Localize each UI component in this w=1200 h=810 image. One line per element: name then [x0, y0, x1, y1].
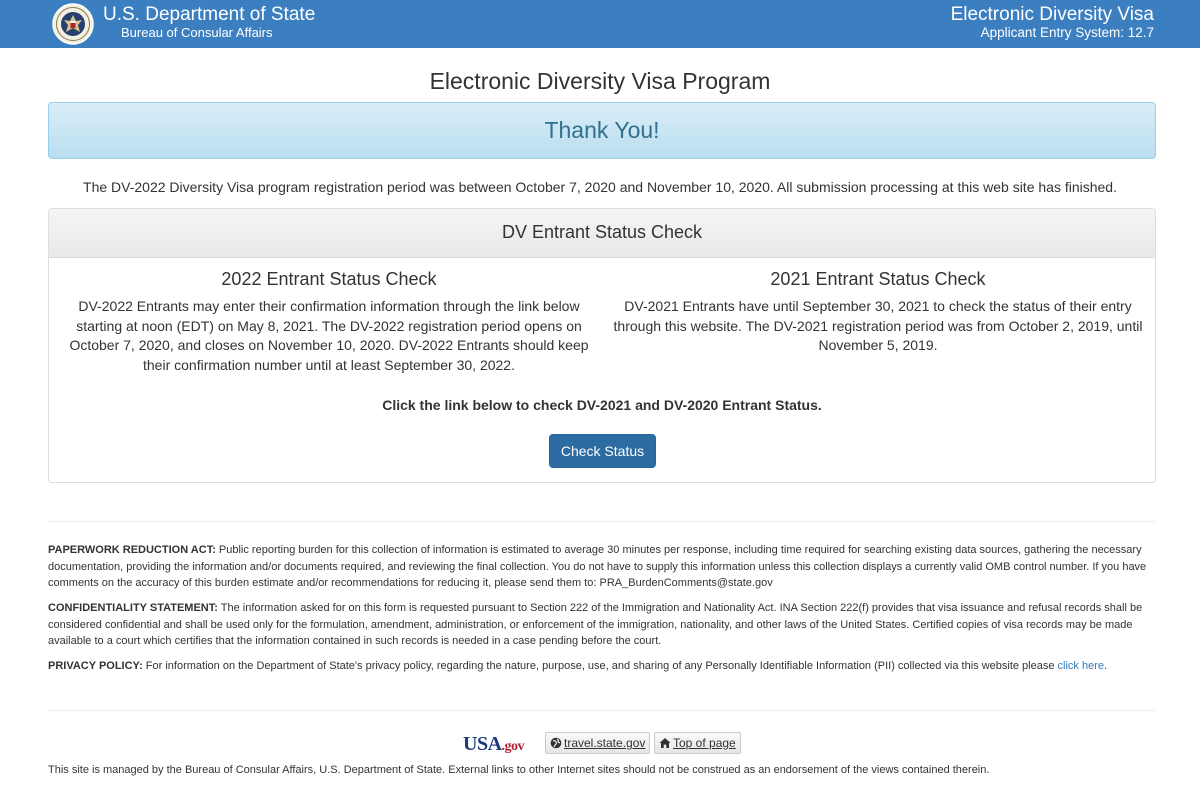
top-link-label: Top of page: [673, 736, 736, 750]
privacy-policy: [48, 658, 1156, 675]
privacy-label: PRIVACY POLICY:: [48, 660, 143, 672]
top-of-page-link[interactable]: [654, 732, 741, 754]
entrant-2021-text: DV-2021 Entrants have until September 30, 2021 to check the status of their entry through this website. The DV-2021 registration period was from October 2, 2019, until November 5, 2019.: [613, 298, 1143, 353]
entrant-2022-title: 2022 Entrant Status Check: [221, 269, 437, 289]
privacy-text: For information on the Department of State's privacy policy, regarding the nature, purpose, use, and sharing of any Personally Identifiable Information (PII) collected via this website please: [142, 660, 1058, 672]
app-title: Electronic Diversity Visa: [950, 4, 1154, 25]
site-header: [0, 0, 1200, 48]
entrant-2021-section: [613, 269, 1143, 356]
click-instruction: Click the link below to check DV-2021 and DV-2020 Entrant Status.: [382, 397, 822, 413]
globe-icon: [550, 737, 562, 749]
page-title: Electronic Diversity Visa Program: [429, 68, 771, 94]
registration-closed-note: The DV-2022 Diversity Visa program registration period was between October 7, 2020 and November 10, 2020. All submission processing at this web site has finished.: [83, 179, 1117, 195]
usa-logo-main: USA: [463, 733, 502, 755]
site-managed-notice: This site is managed by the Bureau of Consular Affairs, U.S. Department of State. External links to other Internet sites should not be construed as an endorsement of the views contained therein.: [48, 764, 990, 776]
travel-state-gov-link[interactable]: [545, 732, 650, 754]
check-status-button[interactable]: Check Status: [549, 434, 656, 468]
home-icon: [659, 737, 671, 749]
usa-logo-gov: .gov: [501, 739, 525, 754]
divider: [48, 710, 1156, 711]
app-version: Applicant Entry System: 12.7: [980, 25, 1154, 40]
pra-text: Public reporting burden for this collection of information is estimated to average 30 minutes per response, including time required for searching existing data sources, gathering the necessary documentation, providing the information and/or documents required, and reviewing the final collection. You do not have to supply this information unless this collection displays a currently valid OMB control number. If you have comments on the accuracy of this burden estimate and/or recommendations for reducing it, please send them to: PRA_BurdenComments@state.gov: [48, 544, 1147, 589]
entrant-2021-title: 2021 Entrant Status Check: [770, 269, 986, 289]
usa-gov-logo[interactable]: [463, 733, 541, 755]
confidentiality-label: CONFIDENTIALITY STATEMENT:: [48, 602, 218, 614]
pra-label: PAPERWORK REDUCTION ACT:: [48, 544, 216, 556]
privacy-end: .: [1104, 660, 1108, 672]
confidentiality-text: The information asked for on this form is requested pursuant to Section 222 of the Immigration and Nationality Act. INA Section 222(f) provides that visa issuance and refusal records shall be considered confidential and shall be used only for the formulation, amendment, administration, or enforcement of the immigration, nationality, and other laws of the United States. Certified copies of visa records may be made available to a court which certifies that the information contained in such records is needed in a case pending before the court.: [48, 602, 1143, 647]
status-check-panel: [48, 208, 1156, 483]
entrant-2022-section: [64, 269, 594, 375]
entrant-2022-text: DV-2022 Entrants may enter their confirmation information through the link below starting at noon (EDT) on May 8, 2021. The DV-2022 registration period opens on October 7, 2020, and closes on November 10, 2020. DV-2022 Entrants should keep their confirmation number until at least September 30, 2022.: [69, 298, 589, 373]
privacy-click-here-link[interactable]: click here: [1057, 660, 1104, 672]
paperwork-reduction-act: [48, 542, 1156, 592]
divider: [48, 521, 1156, 522]
department-title[interactable]: U.S. Department of State: [103, 4, 316, 25]
travel-link-label: travel.state.gov: [564, 736, 646, 750]
panel-heading: DV Entrant Status Check: [49, 209, 1155, 258]
thank-you-alert: [48, 102, 1156, 159]
state-department-seal-icon[interactable]: [52, 3, 94, 45]
alert-message: Thank You!: [544, 117, 660, 143]
confidentiality-statement: [48, 600, 1156, 650]
bureau-subtitle: Bureau of Consular Affairs: [121, 25, 273, 40]
